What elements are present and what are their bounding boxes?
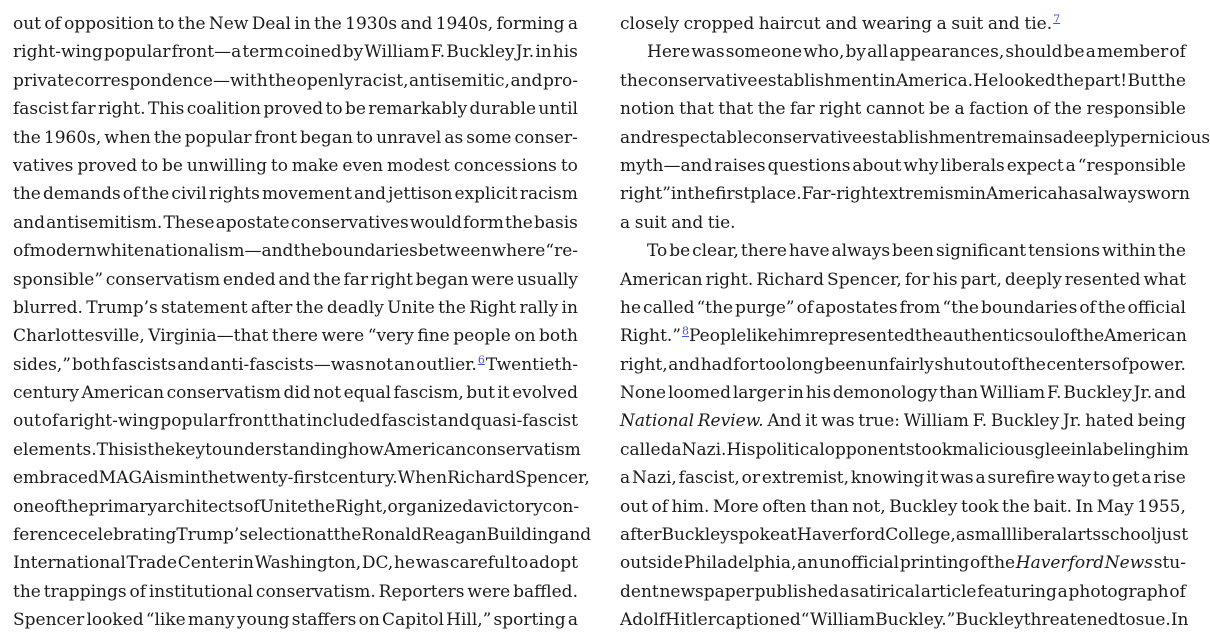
text-line: Charlottesville, Virginia—that there were “very fine people on both <box>13 326 578 347</box>
text-line: American right. Richard Spencer, for his part, deeply resented what <box>620 269 1186 290</box>
text-line: the trappings of institutional conservatism. Reporters were baffled. <box>13 581 578 602</box>
text-line: Right.”$^8$ People like him represented the authentic soul of the American <box>620 324 1187 347</box>
text-line: out of opposition to the New Deal in the 1930s and 1940s, forming a <box>13 14 578 34</box>
text-line: the demands of the civil rights movement and jettison explicit racism <box>13 184 578 205</box>
text-line: right-wing popular front—a term coined by William F. Buckley Jr. in his <box>13 42 578 63</box>
left-text-column <box>13 10 592 640</box>
text-line: private correspondence—with the openly racist, antisemitic, and pro- <box>13 70 578 91</box>
text-line: closely cropped haircut and wearing a suit and tie.$^7$ <box>620 12 1061 34</box>
text-line: right” in the first place. Far-right extremism in America has always worn <box>620 184 1190 205</box>
text-line: and antisemitism. These apostate conservatives would form the basis <box>13 212 578 233</box>
text-line: century American conservatism did not equal fascism, but it evolved <box>13 383 578 404</box>
text-line: elements. This is the key to understanding how American conservatism <box>13 439 581 460</box>
text-line: and respectable conservative establishment remains a deeply pernicious <box>620 127 1210 148</box>
text-line: International Trade Center in Washington, DC, he was careful to adopt <box>13 553 578 574</box>
text-line: the 1960s, when the popular front began to unravel as some conser- <box>13 127 578 148</box>
right-text-column <box>620 10 1210 640</box>
text-line: None loomed larger in his demonology than William F. Buckley Jr. and <box>620 383 1186 404</box>
text-line: a Nazi, fascist, or extremist, knowing it was a surefire way to get a rise <box>620 468 1186 489</box>
text-line: of modern white nationalism—and the boundaries between where “re- <box>13 241 578 262</box>
text-line: one of the primary architects of Unite the Right, organized a victory con- <box>13 496 580 517</box>
text-line: vatives proved to be unwilling to make even modest concessions to <box>13 155 578 176</box>
text-line: Spencer looked “like many young staffers on Capitol Hill,” sporting a <box>13 610 578 631</box>
text-line: the conservative establishment in America. He looked the part! But the <box>620 70 1186 91</box>
text-line: sponsible” conservatism ended and the far right began were usually <box>13 269 578 290</box>
text-line: called a Nazi. His political opponents took malicious glee in labeling him <box>620 439 1189 460</box>
footnote-link[interactable]: 7 <box>1053 12 1061 26</box>
text-line: he called “the purge” of apostates from “the boundaries of the official <box>620 297 1186 318</box>
text-line: To be clear, there have always been significant tensions within the <box>647 241 1186 262</box>
text-line: dent newspaper published a satirical article featuring a photograph of <box>620 581 1186 602</box>
text-line: blurred. Trump’s statement after the deadly Unite the Right rally in <box>13 297 578 318</box>
text-line: outside Philadelphia, an unofficial printing of the Haverford News stu- <box>620 553 1186 574</box>
text-line: embraced MAGAism in the twenty-first century. When Richard Spencer, <box>13 468 590 489</box>
text-line: fascist far right. This coalition proved to be remarkably durable until <box>13 99 578 120</box>
footnote-link[interactable]: 8 <box>682 324 689 338</box>
text-line: National Review. And it was true: William F. Buckley Jr. hated being <box>620 411 1186 432</box>
text-line: after Buckley spoke at Haverford College, a small liberal arts school just <box>620 525 1189 546</box>
text-line: out of a right-wing popular front that included fascist and quasi-fascist <box>13 411 578 432</box>
text-line: myth—and raises questions about why liberals expect a “responsible <box>620 155 1186 176</box>
text-line: right, and had for too long been unfairly shut out of the centers of power. <box>620 354 1186 375</box>
text-line: a suit and tie. <box>620 212 736 233</box>
text-line: ference celebrating Trump’s election at the Ronald Reagan Building and <box>13 525 592 546</box>
text-line: out of him. More often than not, Buckley took the bait. In May 1955, <box>620 496 1186 517</box>
text-line: sides,” both fascists and anti-fascists—was not an outlier.$^6$ Twentieth- <box>13 353 578 375</box>
text-line: notion that that the far right cannot be a faction of the responsible <box>620 99 1186 120</box>
text-line: Adolf Hitler captioned “William Buckley.” Buckley threatened to sue. In <box>620 610 1189 631</box>
footnote-link[interactable]: 6 <box>477 353 485 367</box>
text-line: Here was someone who, by all appearances, should be a member of <box>647 42 1186 63</box>
